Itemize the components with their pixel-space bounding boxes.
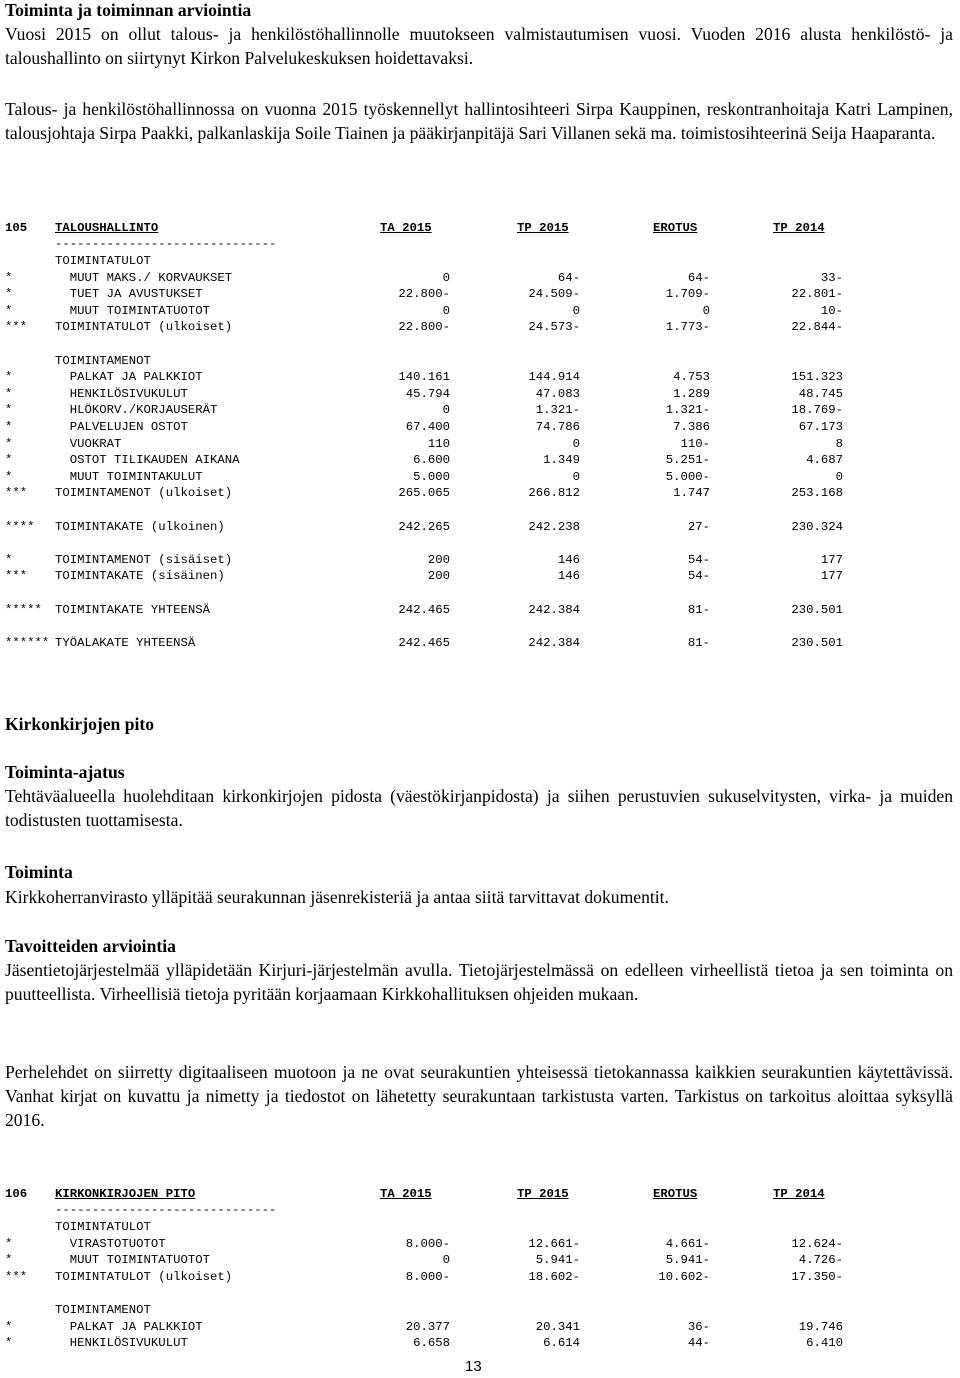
row-label: VIRASTOTUOTOT: [55, 1236, 166, 1251]
row-label: TOIMINTAKATE (ulkoinen): [55, 519, 225, 534]
row-label: PALKAT JA PALKKIOT: [55, 370, 203, 385]
row-label: VUOKRAT: [55, 436, 122, 451]
table-row: [5, 419, 905, 435]
rule-text: ------------------------------: [55, 237, 277, 251]
cell-ta-2015: 265.065: [398, 486, 450, 501]
cell-tp-2015: 1.321-: [535, 403, 580, 418]
paragraph: Talous- ja henkilöstöhallinnossa on vuonna 2015 työskennellyt hallintosihteeri Sirpa Kauppinen, reskontranhoitaja Katri Lampinen, talousjohtaja Sirpa Paakki, palkanlaskija Soile Tiainen ja pääkirjanpitäjä Sari Villanen sekä ma. toimistosihteerinä Seija Haaparanta.: [5, 99, 953, 143]
row-label: TOIMINTAMENOT (ulkoiset): [55, 486, 233, 501]
table-code: 105: [5, 221, 28, 235]
column-header: EROTUS: [653, 221, 698, 235]
cell-ta-2015: 0: [442, 270, 450, 285]
cell-erotus: 5.000-: [665, 469, 710, 484]
row-marker: *: [5, 287, 13, 302]
row-label: HLÖKORV./KORJAUSERÄT: [55, 403, 218, 418]
cell-ta-2015: 45.794: [405, 386, 450, 401]
cell-tp-2015: 24.573-: [528, 320, 580, 335]
cell-tp-2015: 20.341: [535, 1319, 580, 1334]
table-row: [5, 319, 905, 335]
row-marker: *: [5, 1319, 13, 1334]
row-marker: *: [5, 370, 13, 385]
table-row: [5, 568, 905, 584]
row-marker: ***: [5, 320, 28, 335]
row-marker: *: [5, 1336, 13, 1351]
cell-erotus: 4.661-: [665, 1236, 710, 1251]
cell-erotus: 36-: [687, 1319, 710, 1334]
row-marker: *: [5, 469, 13, 484]
column-header: TP 2015: [517, 221, 569, 235]
cell-tp-2014: 151.323: [791, 370, 843, 385]
cell-erotus: 1.709-: [665, 287, 710, 302]
cell-ta-2015: 200: [427, 552, 450, 567]
cell-ta-2015: 67.400: [405, 420, 450, 434]
cell-tp-2014: 18.769-: [791, 403, 843, 418]
cell-tp-2015: 242.384: [528, 602, 580, 617]
section-title: Kirkonkirjojen pito: [5, 714, 155, 734]
row-marker: ****: [5, 519, 35, 534]
column-header: TP 2014: [773, 1187, 825, 1201]
cell-erotus: 5.941-: [665, 1253, 710, 1268]
table-header: [5, 1186, 905, 1202]
table-rule: [5, 236, 905, 252]
section-title: Toiminta ja toiminnan arviointia: [5, 0, 252, 20]
page-number: 13: [465, 1358, 482, 1375]
cell-erotus: 44-: [687, 1336, 710, 1351]
cell-tp-2014: 177: [820, 569, 843, 584]
row-marker: ***: [5, 1269, 28, 1284]
cell-ta-2015: 242.265: [398, 519, 450, 534]
table-rule: [5, 1202, 905, 1218]
table-name: TALOUSHALLINTO: [55, 221, 159, 235]
cell-erotus: 1.773-: [665, 320, 710, 335]
row-label: TYÖALAKATE YHTEENSÄ: [55, 635, 196, 650]
row-label: MUUT TOIMINTATUOTOT: [55, 1253, 210, 1268]
subheading: Tavoitteiden arviointia: [5, 936, 176, 956]
cell-ta-2015: 0: [442, 403, 450, 418]
cell-ta-2015: 6.600: [413, 453, 450, 468]
cell-tp-2014: 0: [835, 469, 843, 484]
rule-text: ------------------------------: [55, 1203, 277, 1217]
paragraph: Tehtäväalueella huolehditaan kirkonkirjojen pidosta (väestökirjanpidosta) ja siihen perustuvien sukuselvitysten, virka- ja muiden todistusten tuottamisesta.: [5, 786, 953, 830]
row-label: HENKILÖSIVUKULUT: [55, 386, 188, 401]
table-row: [5, 369, 905, 385]
cell-tp-2015: 242.384: [528, 635, 580, 650]
table-row: [5, 1252, 905, 1268]
row-label: TOIMINTATULOT (ulkoiset): [55, 320, 233, 335]
table-row: [5, 336, 905, 352]
table-row: [5, 386, 905, 402]
row-marker: *: [5, 453, 13, 468]
cell-tp-2015: 5.941-: [535, 1253, 580, 1268]
cell-erotus: 81-: [687, 602, 710, 617]
row-marker: *: [5, 270, 13, 285]
row-label: TUET JA AVUSTUKSET: [55, 287, 203, 302]
cell-ta-2015: 8.000-: [405, 1269, 450, 1284]
row-label: TOIMINTAMENOT (sisäiset): [55, 552, 233, 567]
cell-tp-2014: 230.501: [791, 602, 843, 617]
row-label: MUUT TOIMINTAKULUT: [55, 469, 203, 484]
table-row: [5, 602, 905, 618]
cell-tp-2014: 17.350-: [791, 1269, 843, 1284]
cell-erotus: 5.251-: [665, 453, 710, 468]
row-marker: *: [5, 436, 13, 451]
cell-erotus: 64-: [687, 270, 710, 285]
row-marker: *: [5, 1236, 13, 1251]
cell-tp-2015: 1.349: [543, 453, 580, 468]
table-row: [5, 1236, 905, 1252]
table-code: 106: [5, 1187, 28, 1201]
table-row: [5, 270, 905, 286]
cell-erotus: 7.386: [673, 420, 710, 434]
row-label: PALVELUJEN OSTOT: [55, 420, 188, 434]
cell-ta-2015: 6.658: [413, 1336, 450, 1351]
cell-erotus: 1.289: [673, 386, 710, 401]
cell-tp-2015: 144.914: [528, 370, 580, 385]
row-label: HENKILÖSIVUKULUT: [55, 1336, 188, 1351]
cell-erotus: 10.602-: [658, 1269, 710, 1284]
subheading: Toiminta-ajatus: [5, 762, 125, 782]
table-row: [5, 635, 905, 651]
cell-tp-2015: 266.812: [528, 486, 580, 501]
paragraph: Vuosi 2015 on ollut talous- ja henkilöstöhallinnolle muutokseen valmistautumisen vuosi. Vuoden 2016 alusta henkilöstö- ja taloushallinto on siirtynyt Kirkon Palvelukeskuksen hoidettavaksi.: [5, 24, 953, 68]
cell-tp-2015: 146: [557, 552, 580, 567]
row-label: TOIMINTATULOT (ulkoiset): [55, 1269, 233, 1284]
row-label: TOIMINTAMENOT: [55, 353, 151, 368]
cell-tp-2014: 33-: [820, 270, 843, 285]
cell-erotus: 54-: [687, 569, 710, 584]
table-row: [5, 1319, 905, 1335]
row-marker: *: [5, 552, 13, 567]
table-row: [5, 253, 905, 269]
table-row: [5, 1302, 905, 1318]
table-row: [5, 353, 905, 369]
cell-tp-2014: 4.687: [806, 453, 843, 468]
cell-tp-2015: 18.602-: [528, 1269, 580, 1284]
column-header: TA 2015: [380, 1187, 432, 1201]
cell-ta-2015: 22.800-: [398, 287, 450, 302]
cell-tp-2015: 6.614: [543, 1336, 580, 1351]
cell-tp-2014: 67.173: [798, 420, 843, 434]
cell-erotus: 81-: [687, 635, 710, 650]
cell-tp-2014: 8: [835, 436, 843, 451]
cell-tp-2014: 12.624-: [791, 1236, 843, 1251]
cell-ta-2015: 0: [442, 1253, 450, 1268]
cell-tp-2014: 22.801-: [791, 287, 843, 302]
cell-tp-2014: 230.501: [791, 635, 843, 650]
row-label: TOIMINTATULOT: [55, 254, 151, 268]
row-marker: *****: [5, 602, 42, 617]
cell-erotus: 27-: [687, 519, 710, 534]
table-row: [5, 469, 905, 485]
row-label: TOIMINTAKATE YHTEENSÄ: [55, 602, 210, 617]
row-marker: *: [5, 1253, 13, 1268]
table-row: [5, 502, 905, 518]
row-marker: ******: [5, 635, 50, 650]
table-row: [5, 585, 905, 601]
cell-ta-2015: 5.000: [413, 469, 450, 484]
cell-tp-2014: 177: [820, 552, 843, 567]
table-row: [5, 402, 905, 418]
column-header: TA 2015: [380, 221, 432, 235]
cell-tp-2014: 10-: [820, 303, 843, 318]
row-label: PALKAT JA PALKKIOT: [55, 1319, 203, 1334]
subheading: Toiminta: [5, 862, 73, 882]
table-row: [5, 452, 905, 468]
cell-ta-2015: 242.465: [398, 635, 450, 650]
row-marker: *: [5, 403, 13, 418]
table-row: [5, 303, 905, 319]
row-marker: *: [5, 386, 13, 401]
row-marker: *: [5, 303, 13, 318]
cell-ta-2015: 0: [442, 303, 450, 318]
cell-erotus: 4.753: [673, 370, 710, 385]
cell-erotus: 110-: [680, 436, 710, 451]
cell-tp-2014: 6.410: [806, 1336, 843, 1351]
table-row: [5, 286, 905, 302]
cell-erotus: 0: [702, 303, 710, 318]
cell-ta-2015: 110: [427, 436, 450, 451]
table-row: [5, 519, 905, 535]
table-name: KIRKONKIRJOJEN PITO: [55, 1187, 196, 1201]
table-row: [5, 1335, 905, 1351]
cell-erotus: 1.321-: [665, 403, 710, 418]
column-header: TP 2015: [517, 1187, 569, 1201]
row-label: TOIMINTAMENOT: [55, 1303, 151, 1317]
table-header: [5, 220, 905, 236]
table-row: [5, 552, 905, 568]
cell-tp-2014: 48.745: [798, 386, 843, 401]
row-marker: ***: [5, 486, 28, 501]
row-marker: *: [5, 420, 13, 434]
table-row: [5, 535, 905, 551]
cell-tp-2015: 0: [572, 469, 580, 484]
table-row: [5, 1285, 905, 1301]
cell-tp-2014: 22.844-: [791, 320, 843, 335]
cell-tp-2015: 12.661-: [528, 1236, 580, 1251]
cell-ta-2015: 242.465: [398, 602, 450, 617]
cell-erotus: 54-: [687, 552, 710, 567]
cell-tp-2015: 146: [557, 569, 580, 584]
cell-tp-2015: 24.509-: [528, 287, 580, 302]
cell-tp-2015: 0: [572, 436, 580, 451]
row-marker: ***: [5, 569, 28, 584]
paragraph: Perhelehdet on siirretty digitaaliseen muotoon ja ne ovat seurakuntien yhteisessä tietokannassa kaikkien seurakuntien käytettävissä. Vanhat kirjat on kuvattu ja nimetty ja tiedostot on lähetetty seurakuntaan tarkistusta varten. Tarkistus on tarkoitus aloittaa syksyllä 2016.: [5, 1062, 953, 1130]
row-label: MUUT TOIMINTATUOTOT: [55, 303, 210, 318]
cell-tp-2014: 253.168: [791, 486, 843, 501]
row-label: MUUT MAKS./ KORVAUKSET: [55, 270, 233, 285]
cell-tp-2014: 4.726-: [798, 1253, 843, 1268]
cell-tp-2014: 19.746: [798, 1319, 843, 1334]
table-row: [5, 1269, 905, 1285]
table-row: [5, 618, 905, 634]
column-header: TP 2014: [773, 221, 825, 235]
cell-tp-2015: 74.786: [535, 420, 580, 434]
table-row: [5, 485, 905, 501]
table-row: [5, 1219, 905, 1235]
cell-ta-2015: 22.800-: [398, 320, 450, 335]
cell-ta-2015: 8.000-: [405, 1236, 450, 1251]
column-header: EROTUS: [653, 1187, 698, 1201]
cell-tp-2015: 64-: [557, 270, 580, 285]
cell-ta-2015: 200: [427, 569, 450, 584]
row-label: TOIMINTATULOT: [55, 1220, 151, 1234]
paragraph: Jäsentietojärjestelmää ylläpidetään Kirjuri-järjestelmän avulla. Tietojärjestelmässä on edelleen virheellistä tietoa ja sen toiminta on puutteellista. Virheellisiä tietoja pyritään korjaamaan Kirkkohallituksen ohjeiden mukaan.: [5, 960, 953, 1004]
cell-tp-2015: 242.238: [528, 519, 580, 534]
cell-tp-2015: 47.083: [535, 386, 580, 401]
table-row: [5, 436, 905, 452]
row-label: TOIMINTAKATE (sisäinen): [55, 569, 225, 584]
cell-tp-2015: 0: [572, 303, 580, 318]
cell-ta-2015: 140.161: [398, 370, 450, 385]
cell-ta-2015: 20.377: [405, 1319, 450, 1334]
paragraph: Kirkkoherranvirasto ylläpitää seurakunnan jäsenrekisteriä ja antaa siitä tarvittavat dokumentit.: [5, 887, 669, 907]
row-label: OSTOT TILIKAUDEN AIKANA: [55, 453, 240, 468]
cell-erotus: 1.747: [673, 486, 710, 501]
cell-tp-2014: 230.324: [791, 519, 843, 534]
